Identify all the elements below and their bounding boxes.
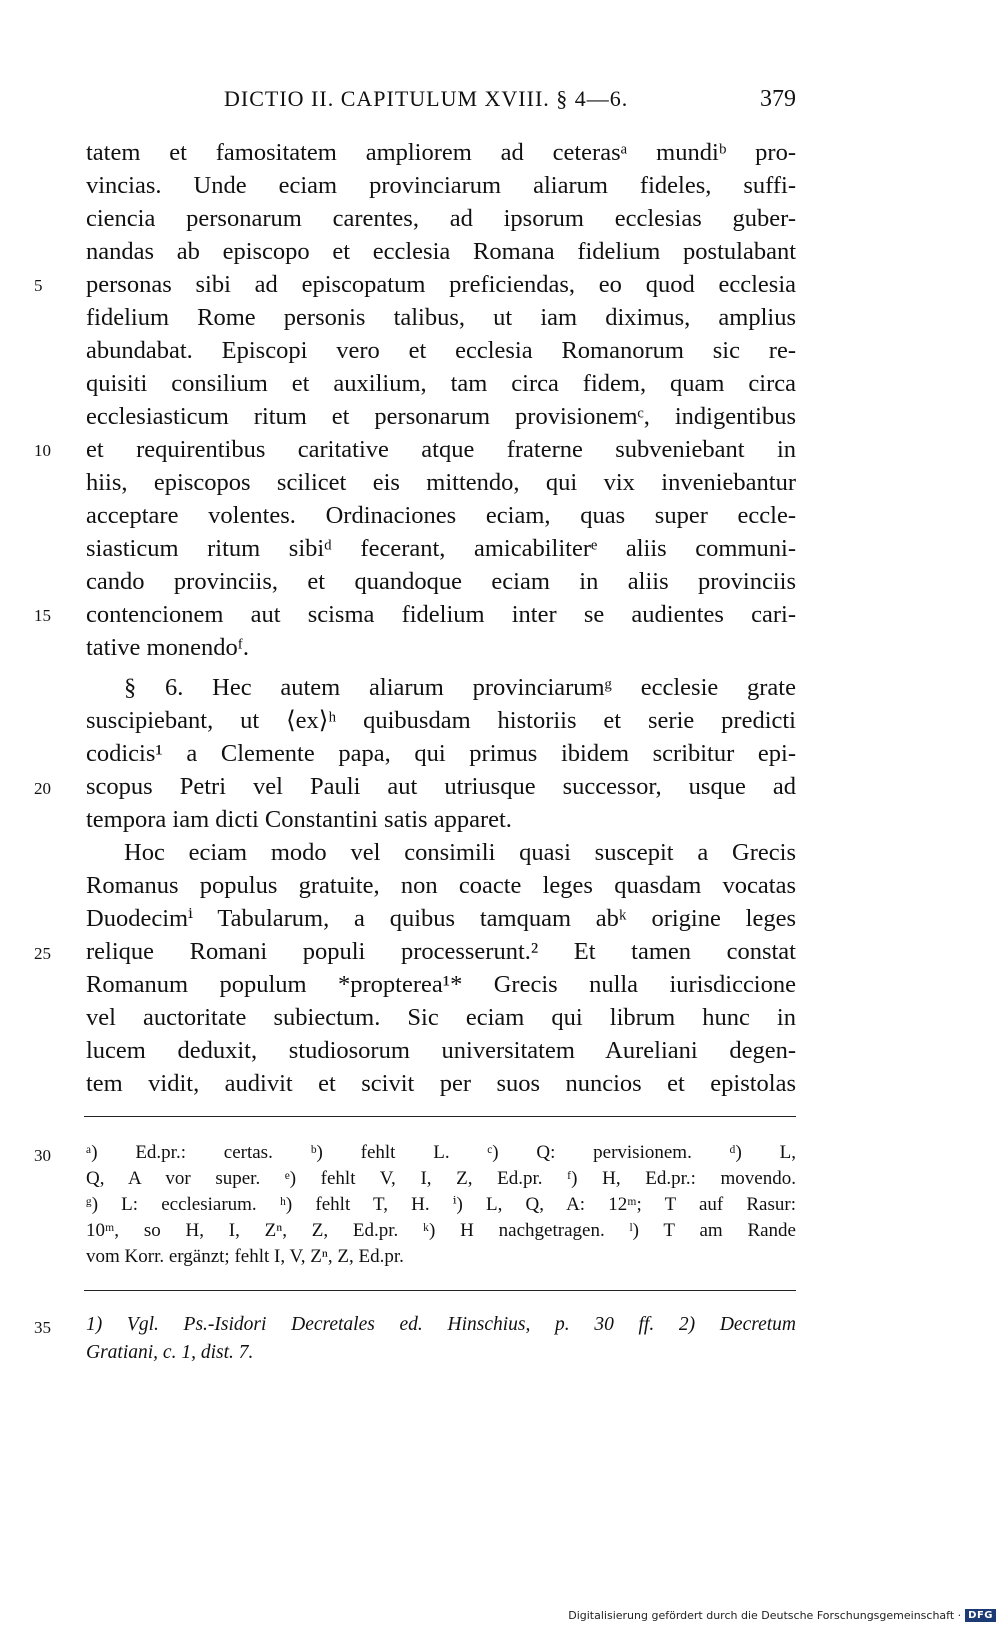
text-line: tempora iam dicti Constantini satis apparet. (86, 806, 512, 833)
text-line: cando provinciis, et quandoque eciam in aliis provinciis (86, 568, 796, 595)
line-number: 5 (34, 276, 43, 295)
apparatus-divider (84, 1116, 796, 1117)
footnote-line: Gratiani, c. 1, dist. 7. (86, 1342, 254, 1363)
text-line: personas sibi ad episcopatum preficiendas, eo quod ecclesia (86, 271, 796, 298)
running-header (224, 86, 796, 120)
text-line: fidelium Rome personis talibus, ut iam diximus, amplius (86, 304, 796, 331)
line-number: 30 (34, 1146, 51, 1165)
apparatus-line: ᵃ) Ed.pr.: certas. ᵇ) fehlt L. ᶜ) Q: pervisionem. ᵈ) L, (86, 1142, 796, 1163)
text-line: ciencia personarum carentes, ad ipsorum ecclesias guber- (86, 205, 796, 232)
text-line: Hoc eciam modo vel consimili quasi suscepit a Grecis (124, 839, 796, 866)
text-line: scopus Petri vel Pauli aut utriusque successor, usque ad (86, 773, 796, 800)
line-number: 35 (34, 1318, 51, 1337)
dfg-logo: DFG (965, 1609, 996, 1622)
text-line: Duodecimⁱ Tabularum, a quibus tamquam abᵏ origine leges (86, 905, 796, 932)
text-line: Romanum populum *propterea¹* Grecis nulla iurisdiccione (86, 971, 796, 998)
text-line: tatem et famositatem ampliorem ad ceterasᵃ mundiᵇ pro- (86, 139, 796, 166)
line-number: 15 (34, 606, 51, 625)
text-line: suscipiebant, ut ⟨ex⟩ʰ quibusdam historiis et serie predicti (86, 707, 796, 734)
digitization-text: Digitalisierung gefördert durch die Deutsche Forschungsgemeinschaft · (568, 1609, 962, 1622)
text-line: vel auctoritate subiectum. Sic eciam qui librum hunc in (86, 1004, 796, 1031)
apparatus-line: vom Korr. ergänzt; fehlt I, V, Zⁿ, Z, Ed.pr. (86, 1246, 404, 1267)
text-line: et requirentibus caritative atque fraterne subveniebant in (86, 436, 796, 463)
text-line: quisiti consilium et auxilium, tam circa fidem, quam circa (86, 370, 796, 397)
apparatus-line: 10ᵐ, so H, I, Zⁿ, Z, Ed.pr. ᵏ) H nachgetragen. ˡ) T am Rande (86, 1220, 796, 1241)
text-line: relique Romani populi processerunt.² Et tamen constat (86, 938, 796, 965)
line-number: 25 (34, 944, 51, 963)
line-number: 20 (34, 779, 51, 798)
digitization-notice (568, 1609, 996, 1622)
text-line: abundabat. Episcopi vero et ecclesia Romanorum sic re- (86, 337, 796, 364)
text-line: hiis, episcopos scilicet eis mittendo, qui vix inveniebantur (86, 469, 796, 496)
apparatus-line: ᵍ) L: ecclesiarum. ʰ) fehlt T, H. ⁱ) L, Q, A: 12ᵐ; T auf Rasur: (86, 1194, 796, 1215)
text-line: acceptare volentes. Ordinaciones eciam, quas super eccle- (86, 502, 796, 529)
apparatus-line: Q, A vor super. ᵉ) fehlt V, I, Z, Ed.pr. ᶠ) H, Ed.pr.: movendo. (86, 1168, 796, 1189)
page-number: 379 (760, 86, 796, 112)
text-line: ecclesiasticum ritum et personarum provisionemᶜ, indigentibus (86, 403, 796, 430)
text-line: contencionem aut scisma fidelium inter se audientes cari- (86, 601, 796, 628)
text-line: nandas ab episcopo et ecclesia Romana fidelium postulabant (86, 238, 796, 265)
footnote-divider (84, 1290, 796, 1291)
text-line: siasticum ritum sibiᵈ fecerant, amicabiliterᵉ aliis communi- (86, 535, 796, 562)
text-line: tem vidit, audivit et scivit per suos nuncios et epistolas (86, 1070, 796, 1097)
text-line: lucem deduxit, studiosorum universitatem Aureliani degen- (86, 1037, 796, 1064)
running-title: DICTIO II. CAPITULUM XVIII. § 4—6. (224, 86, 629, 111)
text-line: tative monendoᶠ. (86, 634, 249, 661)
footnote-line: 1) Vgl. Ps.-Isidori Decretales ed. Hinschius, p. 30 ff. 2) Decretum (86, 1314, 796, 1335)
line-number: 10 (34, 441, 51, 460)
text-line: § 6. Hec autem aliarum provinciarumᵍ ecclesie grate (124, 674, 796, 701)
text-line: vincias. Unde eciam provinciarum aliarum fideles, suffi- (86, 172, 796, 199)
text-line: Romanus populus gratuite, non coacte leges quasdam vocatas (86, 872, 796, 899)
text-line: codicis¹ a Clemente papa, qui primus ibidem scribitur epi- (86, 740, 796, 767)
